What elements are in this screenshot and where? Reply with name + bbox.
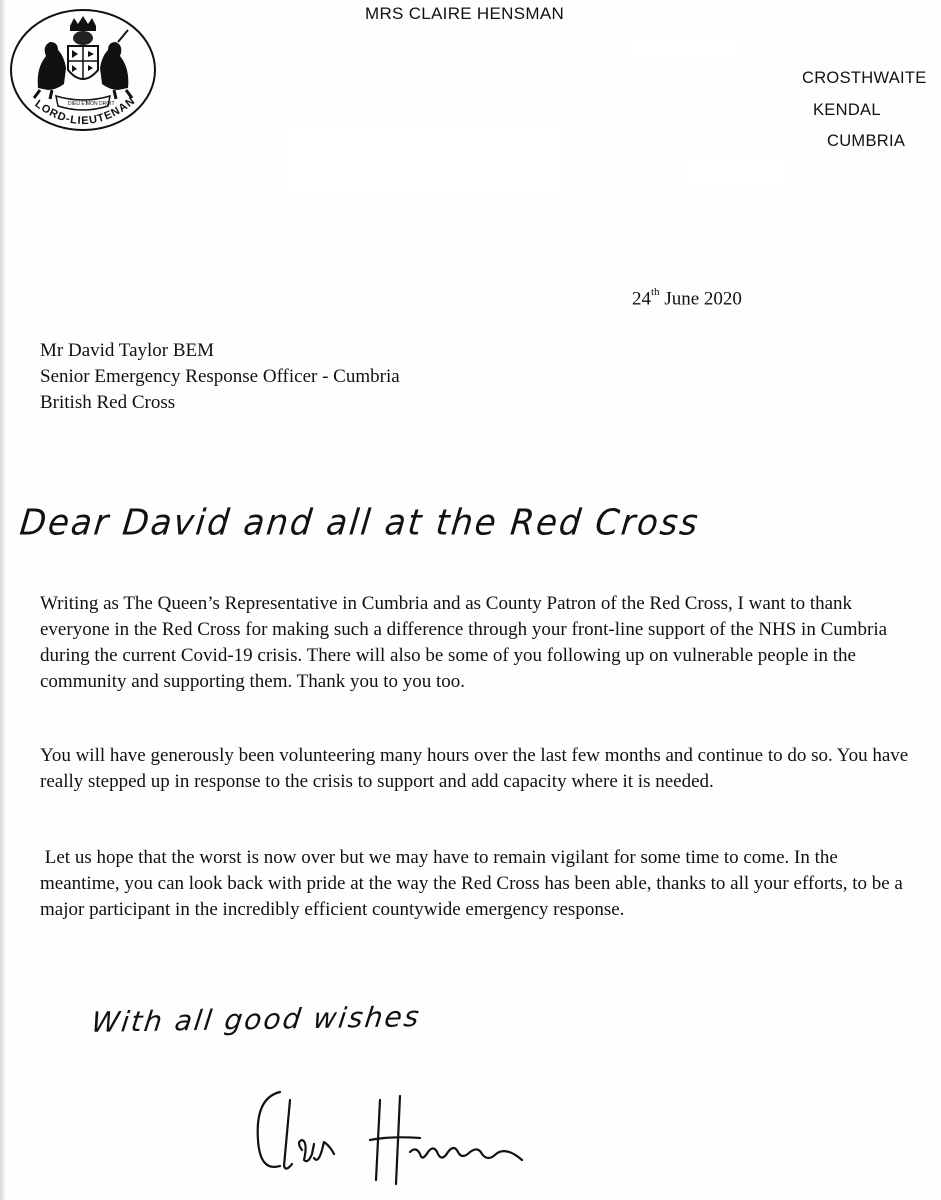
page-edge-shadow bbox=[0, 0, 6, 1200]
redaction-box bbox=[632, 36, 742, 62]
handwritten-salutation: Dear David and all at the Red Cross bbox=[17, 502, 702, 544]
recipient-line: Senior Emergency Response Officer - Cumbria bbox=[40, 366, 400, 387]
address-line: KENDAL bbox=[813, 101, 881, 119]
date-rest: June 2020 bbox=[659, 288, 742, 310]
redaction-box bbox=[288, 125, 560, 196]
letter-date bbox=[632, 288, 742, 310]
body-paragraph: Let us hope that the worst is now over but we may have to remain vigilant for some time to come. In the meantime, you can look back with pride at the way the Red Cross has been able, thanks to all your efforts, to be a major participant in the incredibly efficient countywide emergency response. bbox=[40, 847, 908, 920]
handwritten-signature-icon bbox=[250, 1080, 530, 1190]
crest-ribbon-text: LORD-LIEUTENAN bbox=[32, 94, 138, 128]
address-line: CROSTHWAITE bbox=[802, 69, 927, 87]
date-day: 24 bbox=[632, 288, 651, 310]
redaction-box bbox=[688, 159, 785, 187]
address-line: CUMBRIA bbox=[827, 132, 906, 150]
body-paragraph: You will have generously been volunteering many hours over the last few months and continue to do so. You have really stepped up in response to the crisis to support and add capacity where it is needed. bbox=[40, 745, 909, 792]
handwritten-closing: With all good wishes bbox=[89, 1000, 423, 1039]
recipient-block bbox=[40, 338, 400, 416]
recipient-line: Mr David Taylor BEM bbox=[40, 340, 215, 361]
motto-left: DIEU ET bbox=[68, 101, 88, 107]
recipient-line: British Red Cross bbox=[40, 392, 176, 413]
royal-coat-of-arms-icon bbox=[8, 8, 158, 133]
sender-name: MRS CLAIRE HENSMAN bbox=[365, 4, 565, 23]
motto-right: MON DROIT bbox=[86, 101, 115, 107]
date-suffix: th bbox=[651, 286, 660, 298]
body-paragraph: Writing as The Queen’s Representative in Cumbria and as County Patron of the Red Cross, I want to thank everyone in the Red Cross for making such a difference through your front-line support of the NHS in Cumbria during the current Covid-19 crisis. There will also be some of you following up on vulnerable people in the community and supporting them. Thank you to you too. bbox=[40, 593, 888, 692]
